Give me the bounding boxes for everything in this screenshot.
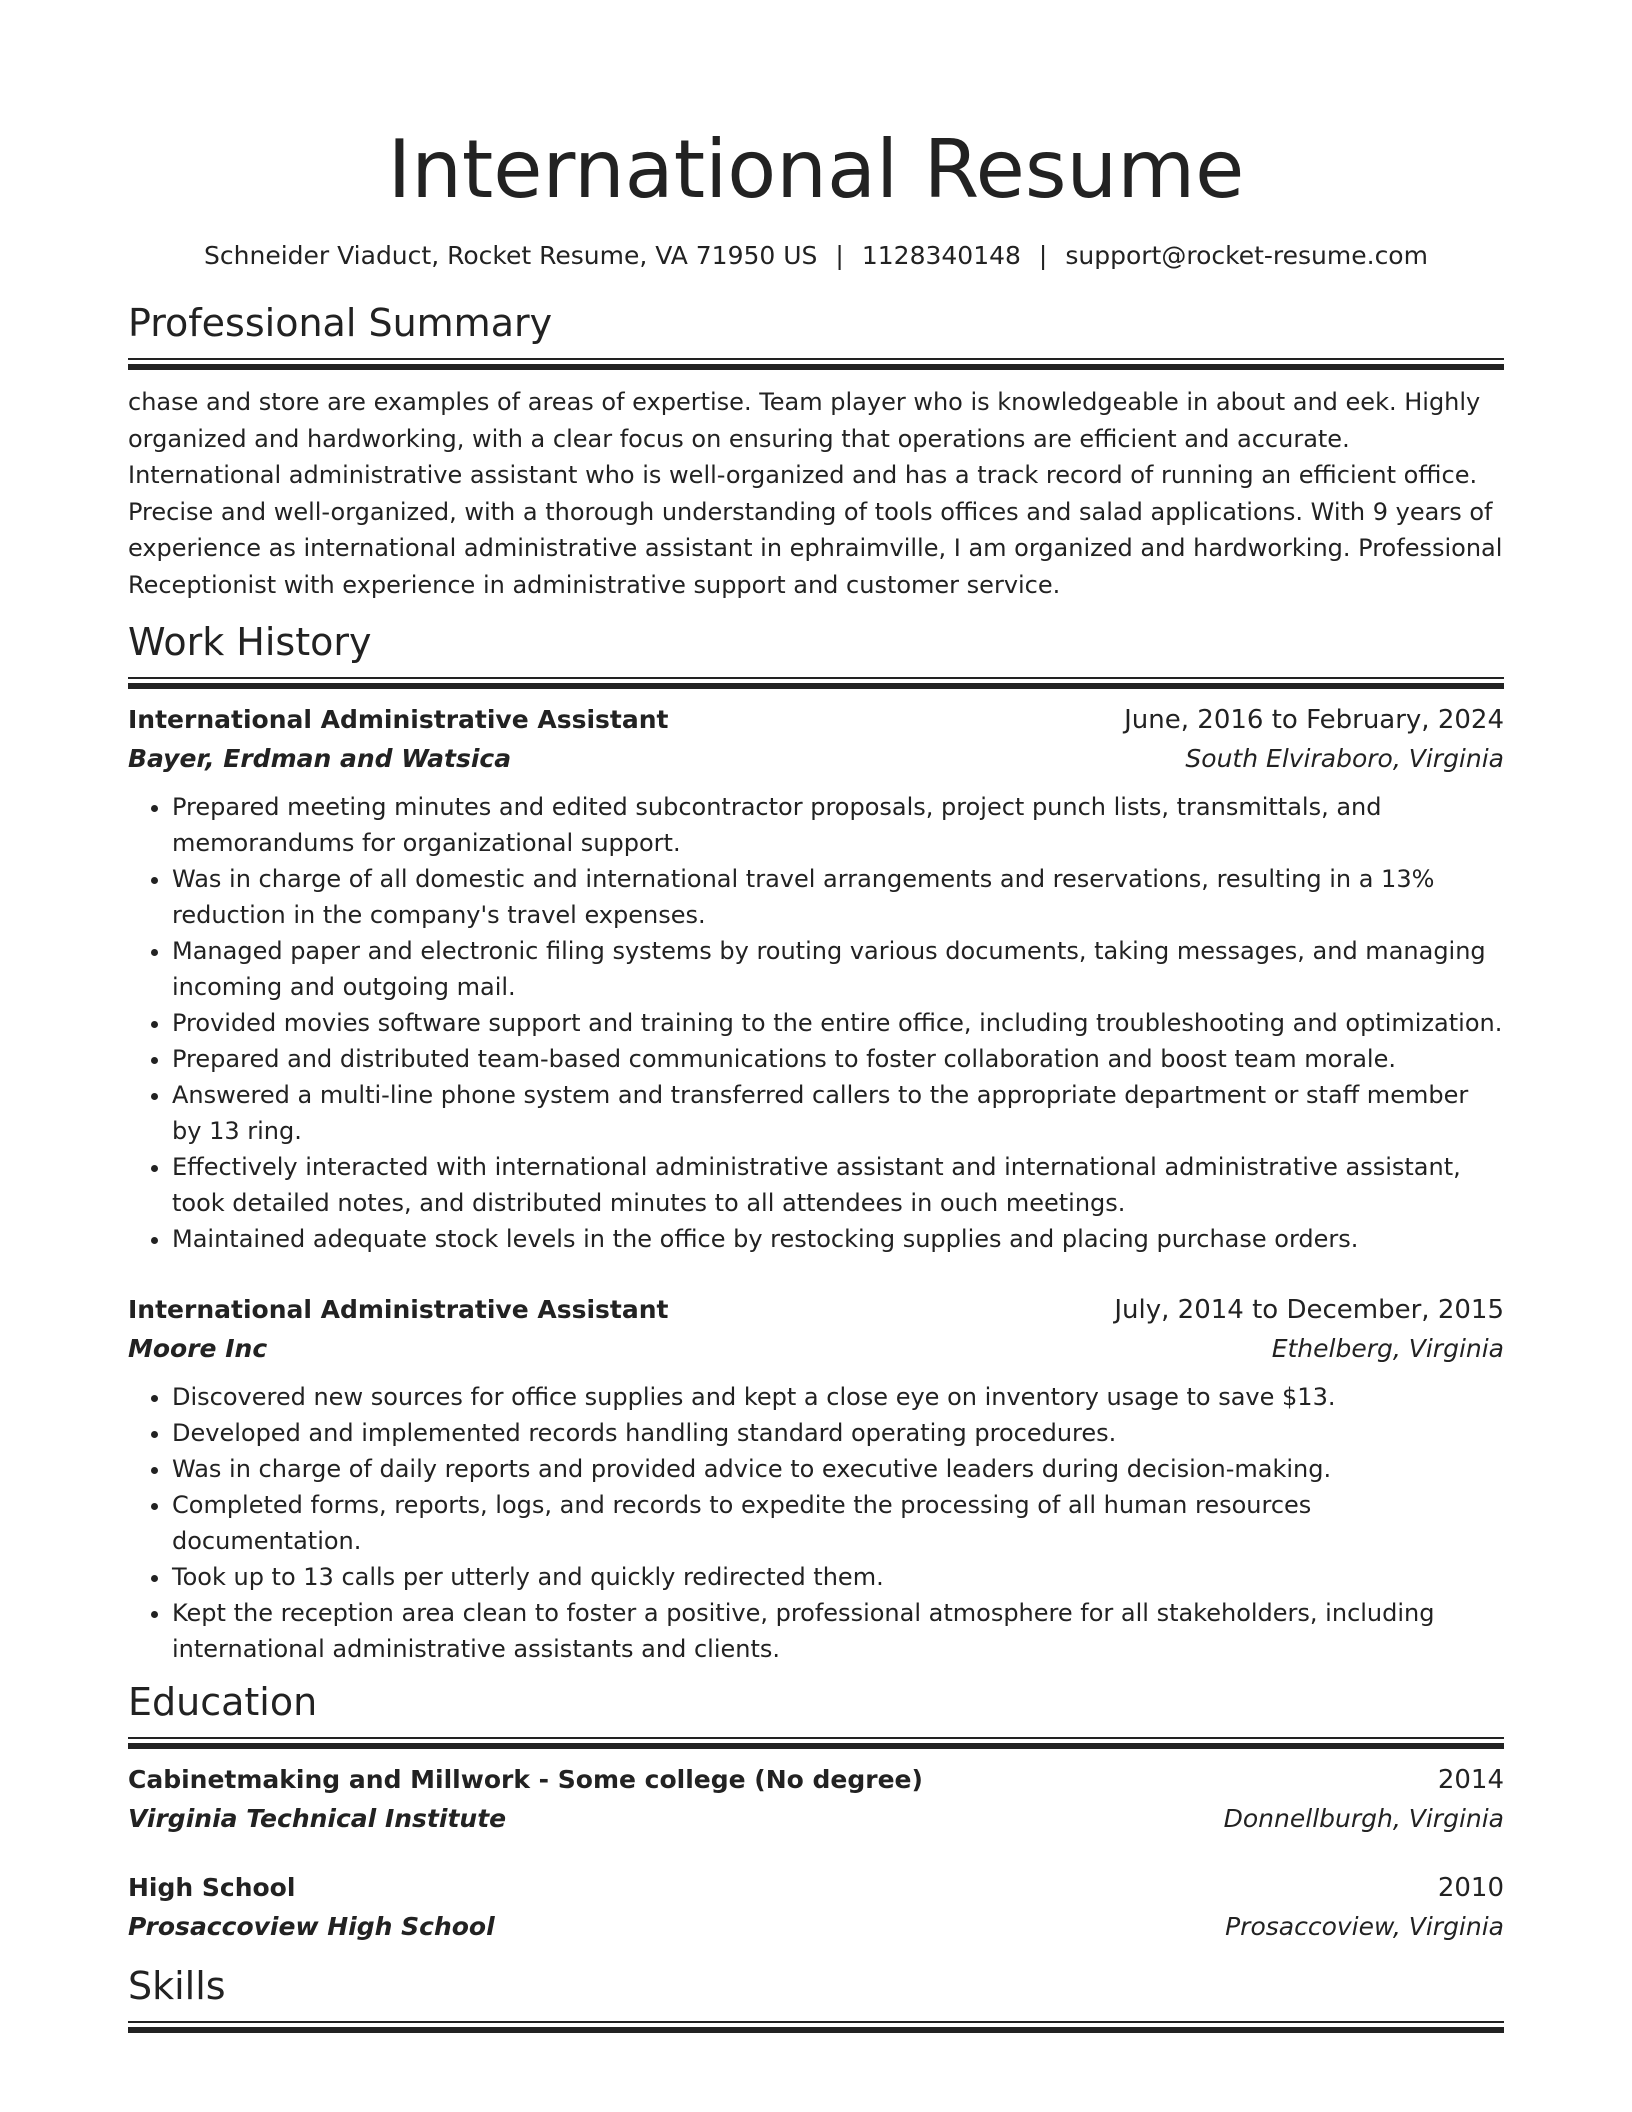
job-bullet: • Prepared and distributed team-based communications to foster collaboration and boost team morale. xyxy=(172,1041,1504,1077)
contact-address: Schneider Viaduct, Rocket Resume, VA 71950 US xyxy=(204,241,818,270)
contact-separator: | xyxy=(835,241,844,270)
skills-section xyxy=(128,1961,1504,2033)
job-bullet: • Was in charge of all domestic and international travel arrangements and reservations, resulting in a 13% reduction in the company's travel expenses. xyxy=(172,861,1504,933)
job-bullet: • Kept the reception area clean to foster a positive, professional atmosphere for all stakeholders, including international administrative assistants and clients. xyxy=(172,1595,1504,1667)
job-dates: June, 2016 to February, 2024 xyxy=(1124,705,1504,735)
education-entry xyxy=(128,1761,1504,1839)
education-degree: High School xyxy=(128,1873,296,1902)
education-location: Prosaccoview, Virginia xyxy=(1225,1912,1504,1941)
job-bullet: • Developed and implemented records handling standard operating procedures. xyxy=(172,1415,1504,1451)
contact-phone: 1128340148 xyxy=(861,241,1021,270)
education-location: Donnellburgh, Virginia xyxy=(1223,1804,1504,1833)
job-bullets xyxy=(128,1379,1504,1667)
job-company: Bayer, Erdman and Watsica xyxy=(128,744,512,773)
job-bullet: • Managed paper and electronic filing systems by routing various documents, taking messages, and managing incoming and outgoing mail. xyxy=(172,933,1504,1005)
work-heading: Work History xyxy=(128,620,372,664)
resume-title: International Resume xyxy=(387,123,1245,216)
contact-email: support@rocket-resume.com xyxy=(1065,241,1428,270)
education-school: Prosaccoview High School xyxy=(128,1912,495,1941)
job-bullet: • Answered a multi-line phone system and transferred callers to the appropriate department or staff member by 13 ring. xyxy=(172,1077,1504,1149)
job-bullet: • Took up to 13 calls per utterly and quickly redirected them. xyxy=(172,1559,1504,1595)
summary-heading: Professional Summary xyxy=(128,301,553,345)
job-org-row xyxy=(128,1329,1504,1369)
education-year: 2010 xyxy=(1437,1873,1504,1903)
education-section xyxy=(128,1677,1504,1947)
education-school-row xyxy=(128,1907,1504,1947)
section-divider xyxy=(128,2021,1504,2033)
contact-line xyxy=(128,238,1504,274)
education-header-row xyxy=(128,1761,1504,1799)
job-bullet: • Completed forms, reports, logs, and records to expedite the processing of all human resources documentation. xyxy=(172,1487,1504,1559)
job-bullet: • Prepared meeting minutes and edited subcontractor proposals, project punch lists, transmittals, and memorandums for organizational support. xyxy=(172,789,1504,861)
job-company: Moore Inc xyxy=(128,1334,268,1363)
job-bullet: • Effectively interacted with international administrative assistant and international administrative assistant, took detailed notes, and distributed minutes to all attendees in ouch meetings. xyxy=(172,1149,1504,1221)
summary-text: chase and store are examples of areas of expertise. Team player who is knowledgeable in about and eek. Highly organized and hardworking, with a clear focus on ensuring that operations are efficient and accurate. International administrative assistant who is well-organized and has a track record of running an efficient office. Precise and well-organized, with a thorough understanding of tools offices and salad applications. With 9 years of experience as international administrative assistant in ephraimville, I am organized and hardworking. Professional Receptionist with experience in administrative support and customer service. xyxy=(128,388,1503,599)
job-bullet: • Maintained adequate stock levels in the office by restocking supplies and placing purchase orders. xyxy=(172,1221,1504,1257)
job-bullet: • Was in charge of daily reports and provided advice to executive leaders during decision-making. xyxy=(172,1451,1504,1487)
education-heading: Education xyxy=(128,1680,318,1724)
job-header-row xyxy=(128,1291,1504,1329)
job-title: International Administrative Assistant xyxy=(128,1295,669,1324)
section-divider xyxy=(128,1737,1504,1749)
job-entry xyxy=(128,1291,1504,1667)
education-entry xyxy=(128,1869,1504,1947)
job-dates: July, 2014 to December, 2015 xyxy=(1114,1295,1504,1325)
education-degree: Cabinetmaking and Millwork - Some college (No degree) xyxy=(128,1765,923,1794)
education-school: Virginia Technical Institute xyxy=(128,1804,507,1833)
section-divider xyxy=(128,358,1504,370)
job-entry xyxy=(128,701,1504,1257)
job-org-row xyxy=(128,739,1504,779)
job-bullet: • Discovered new sources for office supplies and kept a close eye on inventory usage to save $13. xyxy=(172,1379,1504,1415)
job-bullet: • Provided movies software support and training to the entire office, including troubleshooting and optimization. xyxy=(172,1005,1504,1041)
education-year: 2014 xyxy=(1437,1765,1504,1795)
skills-heading: Skills xyxy=(128,1964,226,2008)
job-location: South Elviraboro, Virginia xyxy=(1185,744,1504,773)
work-section xyxy=(128,617,1504,1667)
contact-separator: | xyxy=(1038,241,1048,270)
job-bullets xyxy=(128,789,1504,1257)
education-school-row xyxy=(128,1799,1504,1839)
job-header-row xyxy=(128,701,1504,739)
summary-section xyxy=(128,298,1504,603)
job-title: International Administrative Assistant xyxy=(128,705,669,734)
education-header-row xyxy=(128,1869,1504,1907)
section-divider xyxy=(128,677,1504,689)
job-location: Ethelberg, Virginia xyxy=(1271,1334,1504,1363)
